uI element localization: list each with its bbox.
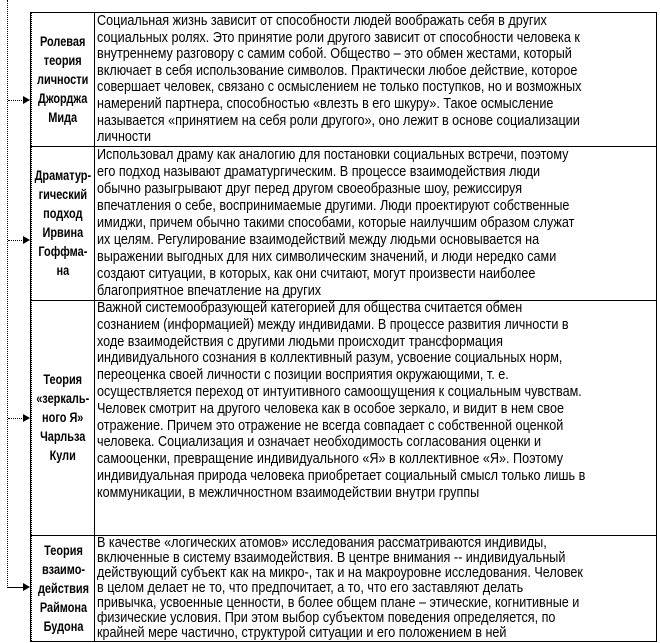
theory-name-line: Ирвина <box>42 225 84 240</box>
description-line: включенные в систему взаимодействия. В центре внимания -- индивидуальный <box>97 549 566 566</box>
description-line: Социальная жизнь зависит от способности людей воображать себя в других <box>97 13 547 29</box>
theory-name-line: Мида <box>48 110 78 125</box>
description-line: Важной системообразующей категорией для общества считается обмен <box>97 300 523 316</box>
theory-name-line: теория <box>44 53 82 68</box>
description-line: их целям. Регулирование взаимодействий между людьми основывается на <box>97 231 540 248</box>
table-row <box>30 146 657 301</box>
description-line: его подход называют драматургическим. В процессе взаимодействия люди <box>97 163 541 180</box>
arrow-icon <box>8 100 28 101</box>
theory-name-line: Чарльза <box>40 429 86 444</box>
description-line: переоценка своей личности с позиции восприятия окружающими, т. е. <box>97 366 509 384</box>
description-line: включает в себя использование символов. Практически любое действие, которое <box>97 61 578 79</box>
description-line: привычка, усвоенные ценности, в более общем плане – этические, когнитивные и <box>97 594 580 611</box>
description-line: Использовал драму как аналогию для постановки социальных встречи, поэтому <box>97 146 569 163</box>
theory-name-line: Теория <box>43 542 83 558</box>
description-line: В качестве «логических атомов» исследования рассматриваются индивиды, <box>97 535 547 551</box>
theory-name <box>31 146 95 300</box>
theory-name-line: «зеркаль- <box>36 391 90 406</box>
description-line: в целом делает не то, что предпочитает, а то, что его заставляют делать <box>97 579 524 596</box>
description-line: индивидуальная природа человека приобретает социальный смысл только лишь в <box>97 466 586 484</box>
description-line: физические условия. При этом выбор субъектом поведения определяется, по <box>97 609 556 626</box>
theory-name-line: Теория <box>43 372 83 387</box>
theory-name-line: действия <box>37 580 89 596</box>
arrow-icon <box>8 587 28 588</box>
theory-name-line: Будона <box>43 618 83 634</box>
description-line: отражение. Причем это отражение не всегда совпадает с собственной оценкой <box>97 416 564 434</box>
theory-name-line: Гоффма- <box>38 244 88 259</box>
theory-name-line: Драматур- <box>34 168 92 183</box>
theory-description <box>95 13 656 146</box>
description-line: Человек смотрит на другого человека как в особое зеркало, и видит в нем свое <box>97 399 564 417</box>
theory-name <box>31 300 95 535</box>
description-line: личности <box>97 128 152 146</box>
description-line: называется «принятием на себя роли другого», оно лежит в основе социализации <box>97 111 580 129</box>
theory-name-line: Ролевая <box>40 34 86 49</box>
description-line: действующий субъект как на микро-, так и на макроуровне исследования. Человек <box>97 564 583 581</box>
description-line: совершает человек, связано с осмыслением не только поступков, но и возможных <box>97 78 582 96</box>
table-row <box>30 300 657 536</box>
description-line: внутреннему разговору с самим собой. Общество – это обмен жестами, который <box>97 45 572 63</box>
theory-name-line: Кули <box>49 448 77 463</box>
description-line: самооценки, превращение индивидуального «Я» в коллективное «Я». Поэтому <box>97 450 564 468</box>
description-line: благоприятное впечатление на других <box>97 282 322 299</box>
description-line: намерений партнера, способностью «влезть в его шкуру». Такое осмысление <box>97 94 554 112</box>
description-line: сознанием (информацией) между индивидами. В процессе развития личности в <box>97 315 569 333</box>
description-line: создают ситуации, в которых, как они считают, могут произвести наиболее <box>97 265 536 282</box>
theory-name-line: Джорджа <box>38 91 88 106</box>
description-line: коммуникации, в межличностном взаимодействии внутри группы <box>97 483 480 501</box>
theory-description <box>95 535 656 641</box>
theory-name-line: подход <box>43 206 83 221</box>
theory-name-line: на <box>56 263 70 278</box>
connector-line <box>7 0 8 588</box>
theory-name-line: личности <box>37 72 89 87</box>
description-line: впечатления о себе, воспринимаемые другими. Люди проектируют собственные <box>97 197 570 214</box>
theory-name-line: гический <box>38 187 88 202</box>
description-line: крайней мере частично, структурой ситуации и его положением в ней <box>97 624 507 641</box>
description-line: социальных ролях. Это принятие роли другого зависит от способности человека к <box>97 28 580 46</box>
theory-description <box>95 300 656 535</box>
description-line: ходе взаимодействия с другими людьми происходит трансформация <box>97 332 503 350</box>
description-line: обычно разыгрывают друг перед другом своеобразные шоу, режиссируя <box>97 180 523 197</box>
theory-name-line: Раймона <box>39 599 87 615</box>
description-line: выражении выгодных для них символическим значений, и люди нередко сами <box>97 248 557 265</box>
arrow-icon <box>8 418 28 419</box>
theory-description <box>95 146 656 300</box>
description-line: человека. Социализация и означает необходимость согласования оценки и <box>97 433 542 451</box>
table-row <box>30 535 657 642</box>
theory-name-line: ного Я» <box>42 410 84 425</box>
arrow-icon <box>8 240 28 241</box>
theory-name <box>31 535 95 641</box>
description-line: осуществляется переход от интуитивного самоощущения к социальным чувствам. <box>97 382 582 400</box>
theory-name-line: взаимо- <box>41 561 85 577</box>
theory-name <box>31 13 95 146</box>
description-line: индивидуального сознания в коллективный разум, усвоение социальных норм, <box>97 349 563 367</box>
description-line: имиджи, причем обычно такими способами, которые наилучшим образом служат <box>97 214 575 231</box>
table-row <box>30 12 657 147</box>
